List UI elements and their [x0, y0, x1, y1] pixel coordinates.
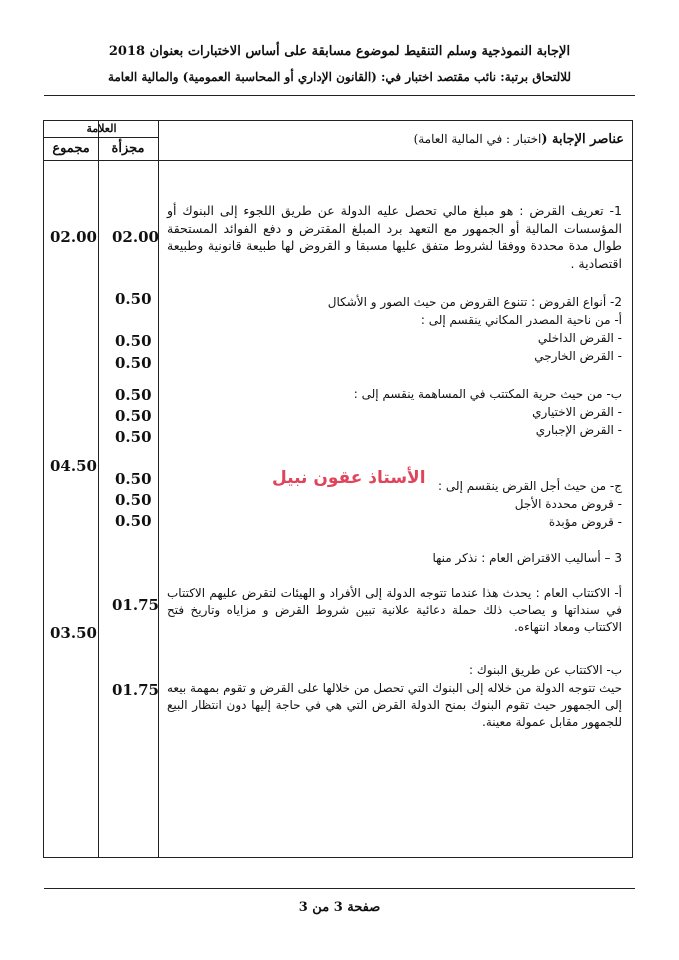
- answer-q2b-item: - القرض الاختياري: [532, 405, 622, 419]
- partial-mark: 0.50: [115, 428, 152, 446]
- mark-header: العلامة: [86, 122, 117, 135]
- partial-header: مجزأة: [111, 141, 145, 156]
- col-divider-total: [98, 121, 99, 857]
- partial-mark: 0.50: [115, 386, 152, 404]
- partial-mark: 0.50: [115, 512, 152, 530]
- document-subtitle: للالتحاق برتبة: نائب مقتصد اختبار في: (القانون الإداري أو المحاسبة العمومية) والمالية العامة: [107, 70, 572, 84]
- mark-header-divider: [44, 137, 159, 138]
- answer-q3b: حيث تتوجه الدولة من خلاله إلى البنوك التي تحصل من خلالها على القرض و تقوم بمهمة بيعه إلى الجمهور حيث تقوم البنوك بمنح الدولة القرض التي هي في حاجة إليها دون انتظار البيع للجمهور مقابل عمولة معينة.: [167, 681, 622, 729]
- watermark: الأستاذ عقون نبيل: [272, 468, 426, 488]
- total-mark: 02.00: [50, 228, 97, 246]
- partial-mark: 0.50: [115, 332, 152, 350]
- answer-q2a-item: - القرض الخارجي: [534, 349, 622, 363]
- total-mark: 04.50: [50, 457, 97, 475]
- document-title: الإجابة النموذجية وسلم التنقيط لموضوع مسابقة على أساس الاختبارات بعنوان 2018: [108, 44, 571, 59]
- footer-rule: [44, 888, 635, 889]
- answer-q2c: ج- من حيث أجل القرض ينقسم إلى :: [438, 479, 622, 493]
- partial-mark: 0.50: [115, 354, 152, 372]
- answer-q2-title: 2- أنواع القروض : تتنوع القروض من حيث الصور و الأشكال: [327, 295, 622, 309]
- header-rule: [44, 95, 635, 96]
- answer-q2b-item: - القرض الإجباري: [535, 423, 622, 437]
- answer-q1-definition: 1- تعريف القرض : هو مبلغ مالي تحصل عليه الدولة عن طريق اللجوء إلى البنوك أو المؤسسات المالية أو الجمهور مع التعهد برد المبلغ المقترض و دفع الفوائد المستحقة طوال مدة محددة ووفقا لشروط متفق عليها مسبقا و القروض لها طبيعة قانونية وطبيعة اقتصادية .: [167, 203, 622, 271]
- answer-q3b-title: ب- الاكتتاب عن طريق البنوك :: [469, 663, 622, 677]
- total-header: مجموع: [52, 141, 90, 156]
- answer-q2b: ب- من حيث حرية المكتتب في المساهمة ينقسم إلى :: [353, 387, 622, 401]
- answer-q3-title: 3 – أساليب الاقتراض العام : نذكر منها: [432, 551, 622, 565]
- partial-mark: 0.50: [115, 290, 152, 308]
- answer-q2c-item: - قروض مؤبدة: [548, 515, 622, 529]
- answer-header-title: عناصر الإجابة (: [541, 132, 624, 147]
- answer-q2c-item: - قروض محددة الأجل: [514, 497, 622, 511]
- partial-mark: 02.00: [112, 228, 159, 246]
- answer-header: [162, 132, 624, 147]
- answer-q2a-item: - القرض الداخلي: [537, 331, 622, 345]
- partial-mark: 0.50: [115, 491, 152, 509]
- answer-q3a: أ- الاكتتاب العام : يحدث هذا عندما تتوجه الدولة إلى الأفراد و الهيئات لتقرض عليهم الاكتتاب في سنداتها و يصاحب ذلك حملة دعائية علانية تبين شروط القرض و مزاياه وتاريخ فتح الاكتتاب ومعاد انتهاءه.: [167, 586, 622, 634]
- partial-mark: 0.50: [115, 470, 152, 488]
- partial-mark: 01.75: [112, 681, 159, 699]
- page-number: صفحة 3 من 3: [298, 900, 381, 915]
- answer-header-subject: اختبار : في المالية العامة): [413, 132, 542, 146]
- answer-q2a: أ- من ناحية المصدر المكاني ينقسم إلى :: [420, 313, 622, 327]
- header-row-divider: [44, 160, 632, 161]
- total-mark: 03.50: [50, 624, 97, 642]
- partial-mark: 01.75: [112, 596, 159, 614]
- partial-mark: 0.50: [115, 407, 152, 425]
